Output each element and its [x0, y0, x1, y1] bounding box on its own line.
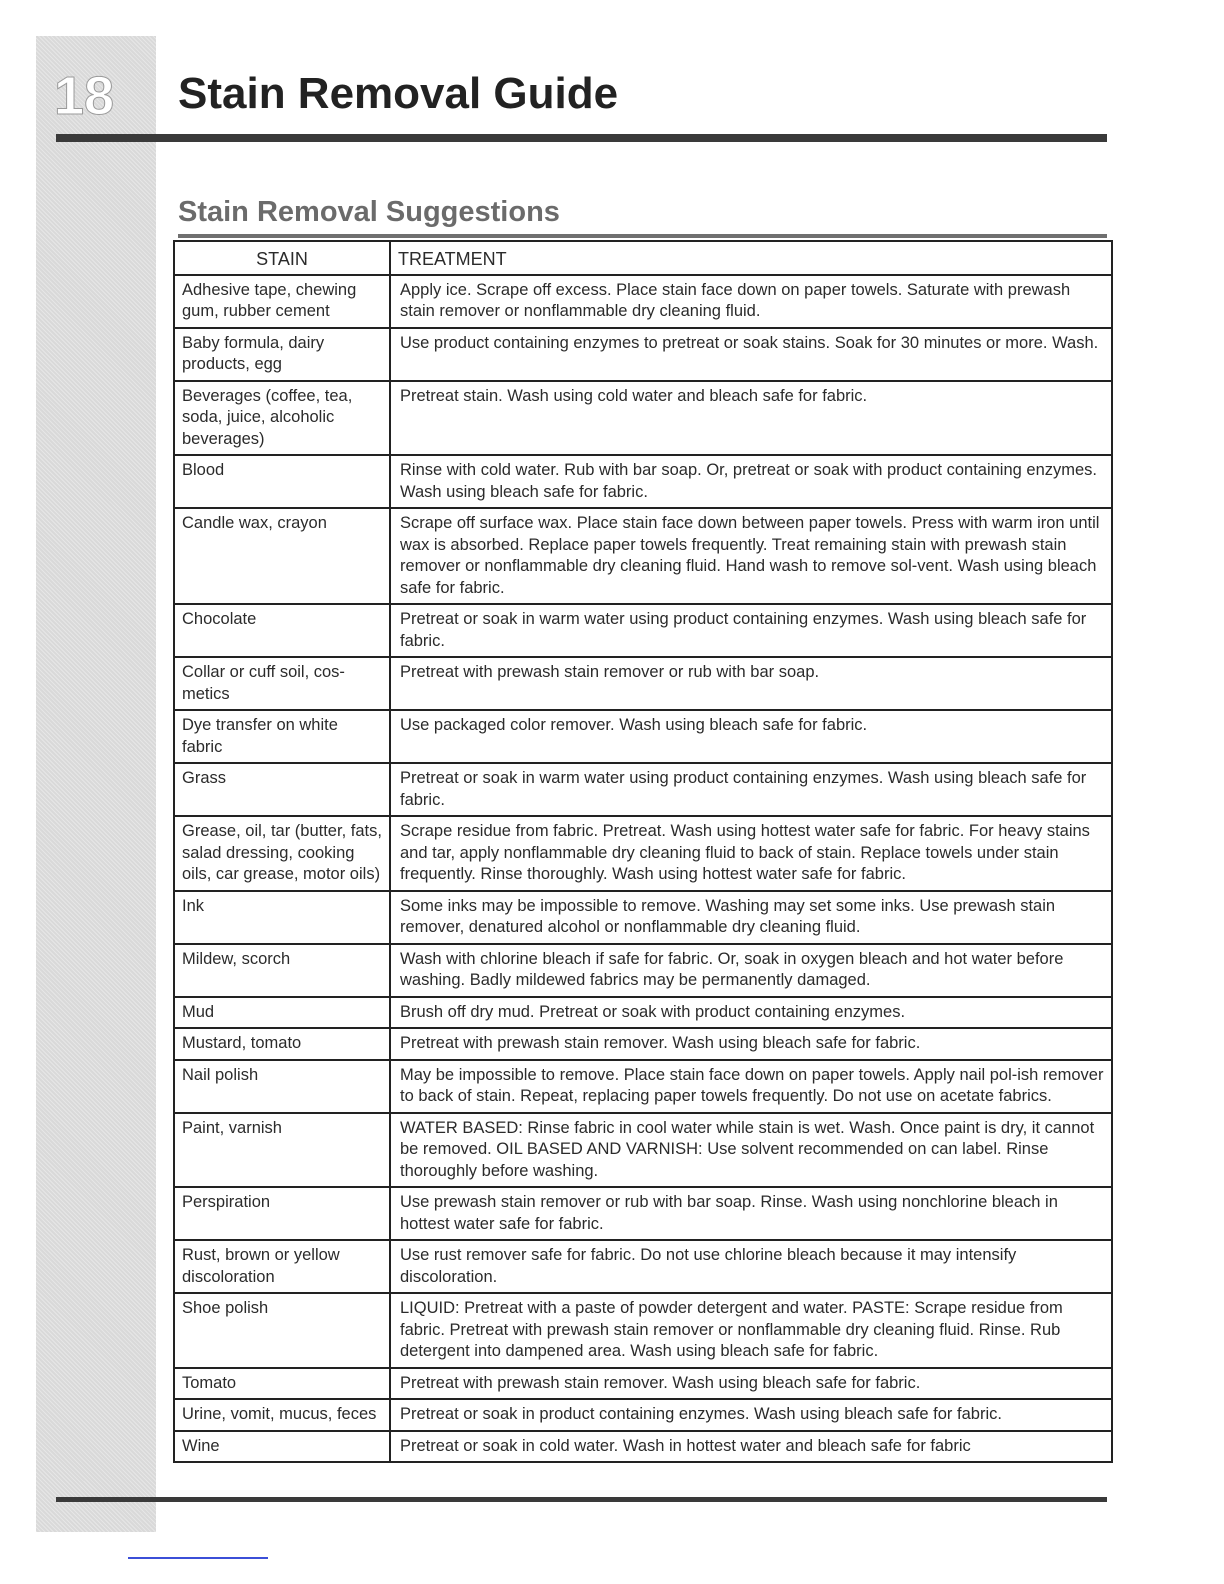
- table-row: [174, 1293, 1112, 1368]
- stain-cell: Tomato: [174, 1368, 390, 1400]
- stain-cell: Paint, varnish: [174, 1113, 390, 1188]
- stain-cell: Chocolate: [174, 604, 390, 657]
- stain-cell: Blood: [174, 455, 390, 508]
- table-row: [174, 381, 1112, 456]
- stain-cell: Mustard, tomato: [174, 1028, 390, 1060]
- treatment-cell: Use packaged color remover. Wash using bleach safe for fabric.: [390, 710, 1112, 763]
- table-row: [174, 657, 1112, 710]
- table-row: [174, 997, 1112, 1029]
- side-tab-bar: [36, 36, 156, 1532]
- footer-link-underline: [128, 1557, 268, 1559]
- footer-divider: [56, 1497, 1107, 1502]
- stain-cell: Urine, vomit, mucus, feces: [174, 1399, 390, 1431]
- table-row: [174, 1113, 1112, 1188]
- stain-cell: Candle wax, crayon: [174, 508, 390, 604]
- table-row: [174, 944, 1112, 997]
- treatment-cell: Use product containing enzymes to pretreat or soak stains. Soak for 30 minutes or more. Wash.: [390, 328, 1112, 381]
- treatment-cell: Pretreat or soak in warm water using product containing enzymes. Wash using bleach safe for fabric.: [390, 604, 1112, 657]
- stain-removal-table: [173, 240, 1113, 1463]
- section-title: Stain Removal Suggestions: [178, 196, 560, 228]
- table-body: [174, 275, 1112, 1463]
- treatment-cell: Use prewash stain remover or rub with bar soap. Rinse. Wash using nonchlorine bleach in hottest water safe for fabric.: [390, 1187, 1112, 1240]
- table-row: [174, 1028, 1112, 1060]
- table-row: [174, 710, 1112, 763]
- stain-cell: Mildew, scorch: [174, 944, 390, 997]
- stain-cell: Beverages (coffee, tea, soda, juice, alcoholic beverages): [174, 381, 390, 456]
- stain-cell: Rust, brown or yellow discoloration: [174, 1240, 390, 1293]
- treatment-cell: Pretreat or soak in warm water using product containing enzymes. Wash using bleach safe for fabric.: [390, 763, 1112, 816]
- table-row: [174, 891, 1112, 944]
- stain-cell: Grass: [174, 763, 390, 816]
- table-header-row: [174, 241, 1112, 275]
- page-title: Stain Removal Guide: [178, 69, 619, 118]
- table-row: [174, 816, 1112, 891]
- table-row: [174, 763, 1112, 816]
- table-row: [174, 1431, 1112, 1463]
- treatment-cell: Scrape residue from fabric. Pretreat. Wash using hottest water safe for fabric. For heavy stains and tar, apply nonflammable dry cleaning fluid to back of stain. Replace towels under stain frequently. Rinse thoroughly. Wash using hottest water safe for fabric.: [390, 816, 1112, 891]
- stain-cell: Adhesive tape, chewing gum, rubber cement: [174, 275, 390, 328]
- stain-cell: Collar or cuff soil, cos-metics: [174, 657, 390, 710]
- stain-cell: Dye transfer on white fabric: [174, 710, 390, 763]
- treatment-cell: Scrape off surface wax. Place stain face down between paper towels. Press with warm iron until wax is absorbed. Replace paper towels frequently. Treat remaining stain with prewash stain remover or nonflammable dry cleaning fluid. Hand wash to remove sol-vent. Wash using bleach safe for fabric.: [390, 508, 1112, 604]
- stain-cell: Wine: [174, 1431, 390, 1463]
- treatment-cell: Pretreat stain. Wash using cold water and bleach safe for fabric.: [390, 381, 1112, 456]
- stain-cell: Shoe polish: [174, 1293, 390, 1368]
- table-row: [174, 1187, 1112, 1240]
- table-row: [174, 1060, 1112, 1113]
- treatment-cell: Rinse with cold water. Rub with bar soap. Or, pretreat or soak with product containing enzymes. Wash using bleach safe for fabric.: [390, 455, 1112, 508]
- treatment-cell: WATER BASED: Rinse fabric in cool water while stain is wet. Wash. Once paint is dry, it cannot be removed. OIL BASED AND VARNISH: Use solvent recommended on can label. Rinse thoroughly before washing.: [390, 1113, 1112, 1188]
- table-row: [174, 1240, 1112, 1293]
- section-divider: [178, 234, 1107, 238]
- stain-cell: Ink: [174, 891, 390, 944]
- treatment-cell: LIQUID: Pretreat with a paste of powder detergent and water. PASTE: Scrape residue from fabric. Pretreat with prewash stain remover or nonflammable dry cleaning fluid. Rinse. Rub detergent into dampened area. Wash using bleach safe for fabric.: [390, 1293, 1112, 1368]
- page-number: 18: [54, 66, 115, 126]
- stain-cell: Perspiration: [174, 1187, 390, 1240]
- stain-cell: Nail polish: [174, 1060, 390, 1113]
- treatment-cell: Pretreat with prewash stain remover. Wash using bleach safe for fabric.: [390, 1028, 1112, 1060]
- column-header-treatment: TREATMENT: [390, 241, 1112, 275]
- treatment-cell: May be impossible to remove. Place stain face down on paper towels. Apply nail pol-ish remover to back of stain. Repeat, replacing paper towels frequently. Do not use on acetate fabrics.: [390, 1060, 1112, 1113]
- treatment-cell: Pretreat or soak in cold water. Wash in hottest water and bleach safe for fabric: [390, 1431, 1112, 1463]
- treatment-cell: Some inks may be impossible to remove. Washing may set some inks. Use prewash stain remover, denatured alcohol or nonflammable dry cleaning fluid.: [390, 891, 1112, 944]
- treatment-cell: Pretreat with prewash stain remover or rub with bar soap.: [390, 657, 1112, 710]
- treatment-cell: Wash with chlorine bleach if safe for fabric. Or, soak in oxygen bleach and hot water before washing. Badly mildewed fabrics may be permanently damaged.: [390, 944, 1112, 997]
- treatment-cell: Apply ice. Scrape off excess. Place stain face down on paper towels. Saturate with prewash stain remover or nonflammable dry cleaning fluid.: [390, 275, 1112, 328]
- treatment-cell: Brush off dry mud. Pretreat or soak with product containing enzymes.: [390, 997, 1112, 1029]
- table-row: [174, 604, 1112, 657]
- stain-cell: Mud: [174, 997, 390, 1029]
- stain-cell: Baby formula, dairy products, egg: [174, 328, 390, 381]
- header-divider: [56, 134, 1107, 142]
- table-row: [174, 1399, 1112, 1431]
- column-header-stain: STAIN: [174, 241, 390, 275]
- table-row: [174, 275, 1112, 328]
- table-row: [174, 508, 1112, 604]
- treatment-cell: Pretreat with prewash stain remover. Wash using bleach safe for fabric.: [390, 1368, 1112, 1400]
- stain-cell: Grease, oil, tar (butter, fats, salad dressing, cooking oils, car grease, motor oils): [174, 816, 390, 891]
- table-row: [174, 328, 1112, 381]
- table-row: [174, 1368, 1112, 1400]
- treatment-cell: Pretreat or soak in product containing enzymes. Wash using bleach safe for fabric.: [390, 1399, 1112, 1431]
- table-row: [174, 455, 1112, 508]
- treatment-cell: Use rust remover safe for fabric. Do not use chlorine bleach because it may intensify discoloration.: [390, 1240, 1112, 1293]
